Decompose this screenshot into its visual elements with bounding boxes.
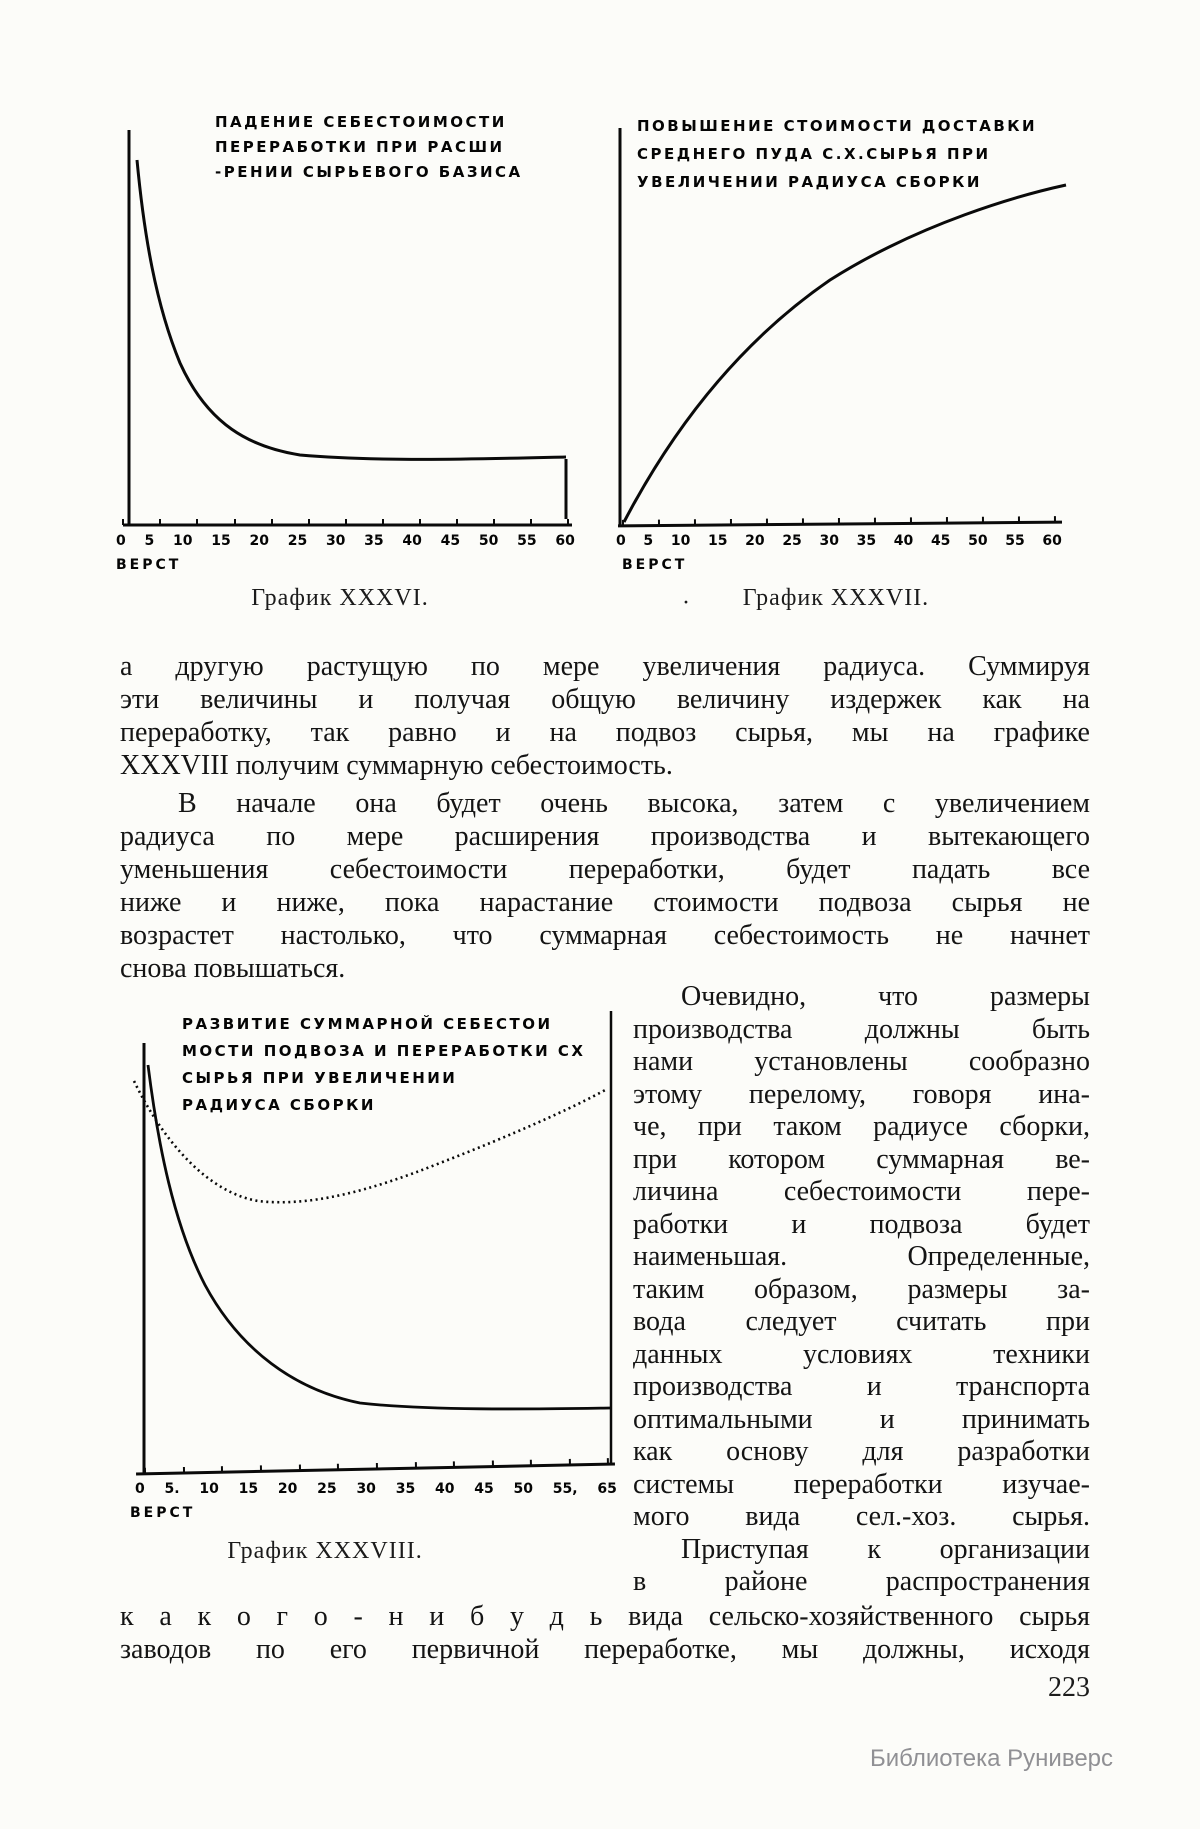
tick-label: 45: [930, 533, 951, 549]
tick-label: 45: [474, 1481, 494, 1497]
chart-title-line: МОСТИ ПОДВОЗА И ПЕРЕРАБОТКИ СХ: [182, 1042, 586, 1060]
text-line: мого вида сел.-хоз. сырья.: [633, 1501, 1090, 1532]
chart-title-line: СРЕДНЕГО ПУДА С.Х.СЫРЬЯ ПРИ: [637, 145, 991, 163]
chart-xxxviii-caption: График XXXVIII.: [227, 1538, 423, 1564]
delivery-cost-curve: [624, 185, 1066, 522]
caption-separator-dot: ·: [682, 590, 690, 616]
tick-label: 15: [708, 533, 728, 549]
library-watermark: Библиотека Руниверс: [870, 1745, 1114, 1772]
chart-title-line: СЫРЬЯ ПРИ УВЕЛИЧЕНИИ: [182, 1069, 458, 1087]
chart-title-line: УВЕЛИЧЕНИИ РАДИУСА СБОРКИ: [637, 173, 982, 191]
tick-label: 40: [402, 533, 422, 549]
text-line: оптимальными и принимать: [633, 1403, 1090, 1435]
text-line: снова повышаться.: [120, 953, 346, 984]
text-line: как основу для разработки: [633, 1436, 1090, 1467]
tick-label: 15: [238, 1481, 259, 1497]
chart-xxxvii-caption: График XXXVII.: [742, 585, 930, 611]
text-line: личина себестоимости пере-: [633, 1176, 1090, 1207]
x-axis-unit-label: ВЕРСТ: [130, 1505, 196, 1521]
tick-label: 30: [819, 533, 839, 549]
text-line: Очевидно, что размеры: [681, 981, 1090, 1012]
text-line: системы переработки изучае-: [633, 1468, 1090, 1500]
tick-label: 10: [670, 533, 691, 549]
tick-label: 5: [643, 533, 654, 549]
paragraph-2: [120, 787, 1090, 985]
text-line: данных условиях техники: [633, 1338, 1090, 1370]
bottom-paragraph: [120, 1600, 1090, 1666]
chart-xxxvi-caption: График XXXVI.: [251, 585, 429, 611]
text-line: уменьшения себестоимости переработки, будет падать все: [120, 854, 1090, 885]
tick-label: 30: [356, 1481, 376, 1497]
text-line: работки и подвоза будет: [633, 1208, 1090, 1240]
chart-xxxviii-title: [182, 1011, 612, 1119]
right-column: [633, 981, 1090, 1599]
tick-label: 40: [893, 533, 914, 549]
tick-label: 5: [144, 533, 155, 549]
tick-label: 50: [968, 533, 988, 549]
text-line: нами установлены сообразно: [633, 1046, 1090, 1077]
chart-title-line: РАДИУСА СБОРКИ: [182, 1096, 376, 1114]
tick-label: 50: [513, 1481, 533, 1497]
text-line: заводов по его первичной переработке, мы должны, исходя: [120, 1634, 1090, 1665]
chart-xxxvii: [610, 95, 1100, 640]
x-axis-unit-label: ВЕРСТ: [622, 557, 688, 573]
x-axis-group: [136, 1458, 615, 1474]
tick-label: 30: [325, 533, 346, 549]
tick-label: 25: [287, 533, 308, 549]
tick-label: 45: [440, 533, 461, 549]
tick-label: 35: [856, 533, 877, 549]
tick-label: 20: [249, 533, 269, 549]
text-line: к а к о г о - н и б у д ь вида сельско-хозяйственного сырья: [120, 1601, 1090, 1632]
text-line: радиуса по мере расширения производства и вытекающего: [120, 821, 1090, 852]
tick-label: 50: [478, 533, 499, 549]
tick-label: 60: [1042, 533, 1062, 549]
tick-label: 25: [317, 1481, 337, 1497]
text-line: таким образом, размеры за-: [633, 1273, 1090, 1305]
chart-title-line: ПАДЕНИЕ СЕБЕСТОИМОСТИ: [215, 113, 507, 131]
text-line: а другую растущую по мере увеличения радиуса. Суммируя: [120, 651, 1090, 682]
chart-xxxvi: [100, 95, 600, 640]
text-line: ниже и ниже, пока нарастание стоимости подвоза сырья не: [120, 887, 1090, 918]
tick-label: 35: [364, 533, 384, 549]
tick-label: 5.: [164, 1481, 180, 1497]
chart-xxxvii-x-tick-labels: [616, 533, 1062, 549]
page-number: 223: [1048, 1672, 1090, 1703]
tick-label: 55: [1005, 533, 1025, 549]
tick-label: 55: [517, 533, 537, 549]
chart-title-line: ПОВЫШЕНИЕ СТОИМОСТИ ДОСТАВКИ: [637, 117, 1038, 135]
paragraph-1: [120, 650, 1090, 782]
text-line: при котором суммарная ве-: [633, 1143, 1090, 1175]
text-line: возрастет настолько, что суммарная себестоимость не начнет: [120, 920, 1090, 951]
text-line: наименьшая. Определенные,: [633, 1241, 1090, 1272]
chart-title-line: -РЕНИИ СЫРЬЕВОГО БАЗИСА: [215, 163, 523, 181]
tick-label: 15: [211, 533, 231, 549]
x-axis: [136, 1464, 615, 1474]
tick-label: 20: [745, 533, 765, 549]
text-line: производства должны быть: [633, 1013, 1090, 1045]
x-axis-group: [618, 516, 1062, 526]
chart-title-line: ПЕРЕРАБОТКИ ПРИ РАСШИ: [215, 138, 505, 156]
tick-label: 0: [616, 533, 626, 549]
tick-label: 65: [597, 1481, 617, 1497]
tick-label: 60: [555, 533, 575, 549]
text-line: вода следует считать при: [633, 1306, 1090, 1337]
chart-xxxvii-title: [637, 112, 1077, 196]
tick-label: 20: [277, 1481, 298, 1497]
tick-label: 55,: [552, 1481, 578, 1497]
tick-label: 40: [434, 1481, 455, 1497]
chart-title-line: РАЗВИТИЕ СУММАРНОЙ СЕБЕСТОИ: [182, 1015, 553, 1033]
x-axis-unit-label: ВЕРСТ: [116, 557, 182, 573]
text-line: XXXVIII получим суммарную себестоимость.: [120, 750, 673, 781]
text-line: че, при таком радиусе сборки,: [633, 1111, 1090, 1142]
text-line: В начале она будет очень высока, затем с увеличением: [178, 788, 1090, 819]
tick-label: 25: [782, 533, 802, 549]
text-line: эти величины и получая общую величину издержек как на: [120, 684, 1090, 715]
chart-xxxvi-title: [215, 110, 545, 185]
tick-label: 10: [173, 533, 193, 549]
chart-xxxviii-x-tick-labels: [135, 1481, 617, 1497]
processing-cost-curve: [137, 160, 566, 519]
text-line: Приступая к организации: [681, 1533, 1090, 1565]
chart-xxxviii: [110, 995, 625, 1575]
text-line: в районе распространения: [633, 1566, 1090, 1597]
tick-label: 0: [135, 1481, 145, 1497]
tick-label: 10: [199, 1481, 219, 1497]
tick-label: 0: [116, 533, 126, 549]
text-line: переработку, так равно и на подвоз сырья, мы на графике: [120, 717, 1090, 748]
text-line: этому перелому, говоря ина-: [633, 1078, 1090, 1110]
chart-xxxvi-x-tick-labels: [116, 533, 575, 549]
text-line: производства и транспорта: [633, 1371, 1090, 1402]
tick-label: 35: [395, 1481, 416, 1497]
